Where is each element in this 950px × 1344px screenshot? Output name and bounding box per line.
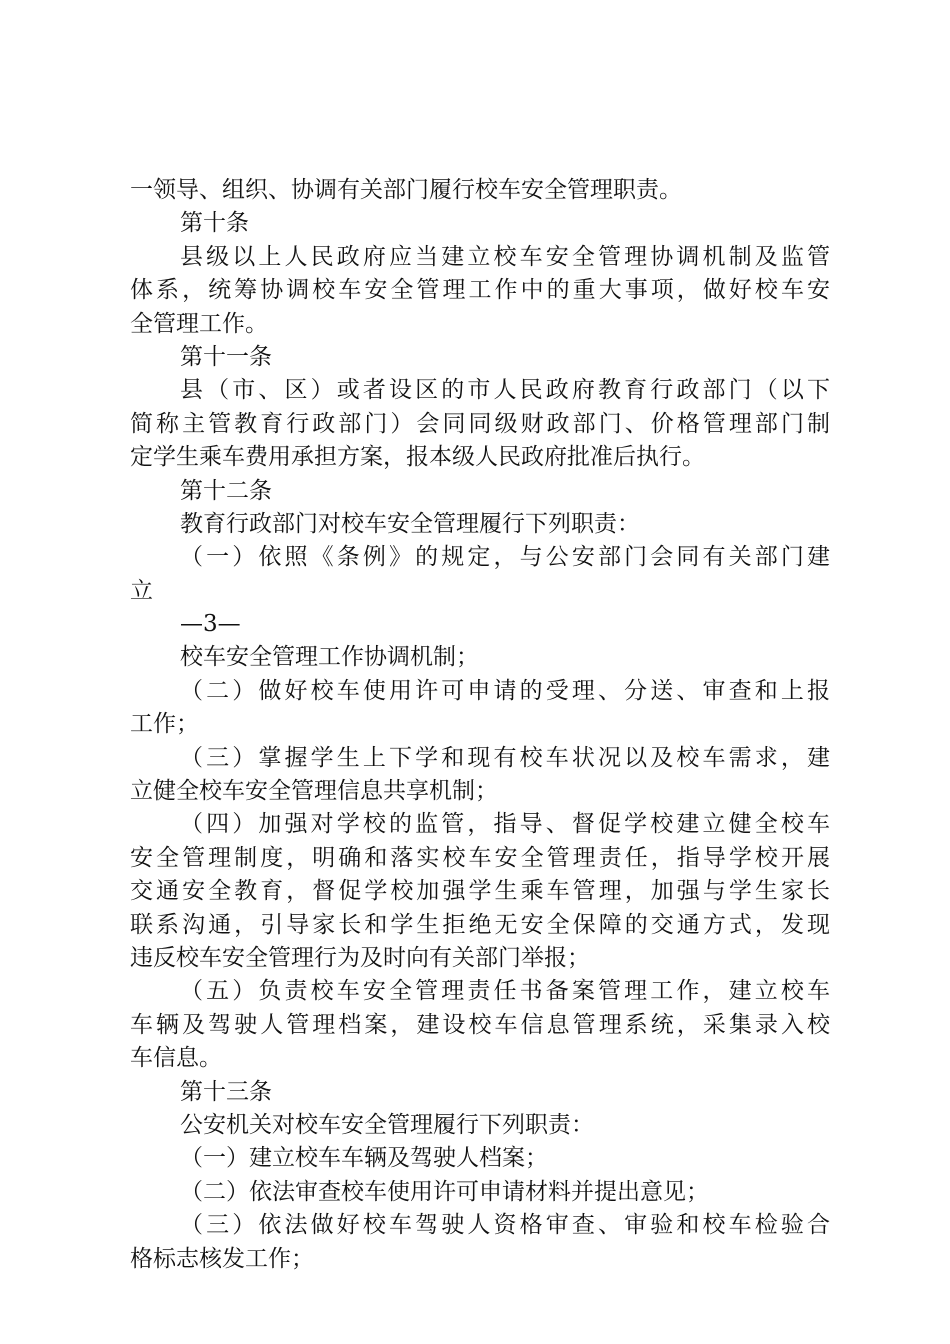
document-line: 县级以上人民政府应当建立校车安全管理协调机制及监管 [180,243,830,270]
document-line: 交通安全教育，督促学校加强学生乘车管理，加强与学生家长 [130,878,830,905]
document-line: （三）依法做好校车驾驶人资格审查、审验和校车检验合 [180,1212,830,1239]
document-line: （二）做好校车使用许可申请的受理、分送、审查和上报 [180,677,830,704]
document-line: （五）负责校车安全管理责任书备案管理工作，建立校车 [180,978,830,1005]
document-line: 定学生乘车费用承担方案，报本级人民政府批准后执行。 [130,444,705,471]
document-line: 安全管理制度，明确和落实校车安全管理责任，指导学校开展 [130,844,830,871]
document-line: （三）掌握学生上下学和现有校车状况以及校车需求，建 [180,744,830,771]
document-line: （一）依照《条例》的规定，与公安部门会同有关部门建 [180,544,830,571]
document-line: 第十一条 [180,343,272,370]
document-line: 第十二条 [180,477,272,504]
document-line: 车辆及驾驶人管理档案，建设校车信息管理系统，采集录入校 [130,1011,830,1038]
document-line: 格标志核发工作； [130,1245,314,1272]
document-line: —3— [180,611,241,638]
document-line: （二）依法审查校车使用许可申请材料并提出意见； [180,1178,709,1205]
document-line: 教育行政部门对校车安全管理履行下列职责： [180,510,640,537]
document-line: 立 [130,577,153,604]
document-line: 简称主管教育行政部门）会同同级财政部门、价格管理部门制 [130,410,830,437]
document-line: （一）建立校车车辆及驾驶人档案； [180,1145,548,1172]
document-line: 全管理工作。 [130,310,268,337]
document-line: 工作； [130,711,199,738]
document-line: 联系沟通，引导家长和学生拒绝无安全保障的交通方式，发现 [130,911,830,938]
document-line: 县（市、区）或者设区的市人民政府教育行政部门（以下 [180,377,830,404]
document-line: （四）加强对学校的监管，指导、督促学校建立健全校车 [180,811,830,838]
document-body [130,174,830,1276]
document-line: 一领导、组织、协调有关部门履行校车安全管理职责。 [130,177,682,203]
document-line: 第十条 [180,210,249,237]
document-line: 第十三条 [180,1078,272,1105]
document-line: 违反校车安全管理行为及时向有关部门举报； [130,944,590,971]
document-line: 体系，统筹协调校车安全管理工作中的重大事项，做好校车安 [130,277,830,304]
document-line: 公安机关对校车安全管理履行下列职责： [180,1111,594,1138]
document-line: 校车安全管理工作协调机制； [180,644,479,671]
document-line: 车信息。 [130,1045,222,1072]
document-line: 立健全校车安全管理信息共享机制； [130,778,498,805]
